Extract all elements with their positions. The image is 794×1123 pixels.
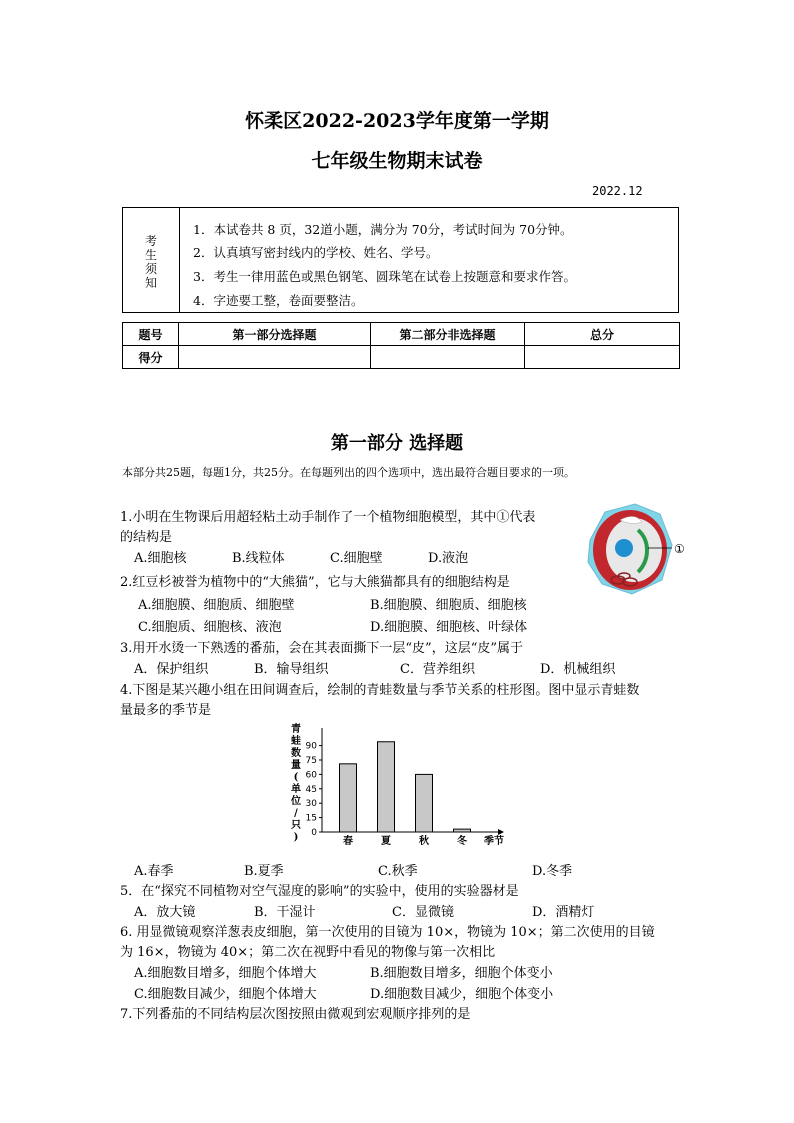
- plant-cell-model: [580, 500, 690, 600]
- exam-date: 2022.12: [592, 184, 643, 198]
- question-5-option-d[interactable]: D．酒精灯: [532, 905, 595, 920]
- question-5-stem: 5．在“探究不同植物对空气湿度的影响”的实验中，使用的实验器材是: [120, 884, 519, 899]
- bar-4: [454, 829, 471, 832]
- question-4-option-d[interactable]: D.冬季: [532, 864, 573, 879]
- question-6-option-a[interactable]: A.细胞数目增多，细胞个体增大: [134, 966, 317, 981]
- score-table-row: [123, 346, 680, 369]
- score-row-label: 得分: [123, 346, 179, 369]
- score-table-header: 第一部分选择题: [179, 323, 371, 346]
- notice-item: 1．本试卷共 8 页，32道小题，满分为 70分，考试时间为 70分钟。: [193, 222, 573, 237]
- x-tick-label: 夏: [381, 836, 391, 847]
- question-4-stem: 4.下图是某兴趣小组在田间调查后，绘制的青蛙数量与季节关系的柱形图。图中显示青蛙数: [120, 683, 640, 698]
- question-3-option-c[interactable]: C．营养组织: [400, 662, 475, 677]
- x-axis-arrow: [498, 829, 504, 835]
- y-tick-label: 30: [305, 799, 317, 810]
- question-2-option-b[interactable]: B.细胞膜、细胞质、细胞核: [370, 598, 527, 613]
- question-5-option-a[interactable]: A．放大镜: [134, 905, 196, 920]
- question-6-stem-cont: 为 16×，物镜为 40×；第二次在视野中看见的物像与第一次相比: [120, 945, 496, 960]
- cell-label-1: ①: [674, 542, 685, 556]
- notice-label-char: 生: [144, 248, 157, 262]
- question-1-option-a[interactable]: A.细胞核: [134, 551, 187, 566]
- frog-season-bar-chart: [280, 718, 510, 854]
- notice-item: 3．考生一律用蓝色或黑色钢笔、圆珠笔在试卷上按题意和要求作答。: [193, 269, 576, 284]
- notice-label-char: 须: [144, 262, 157, 276]
- x-tick-label: 秋: [419, 836, 429, 847]
- y-tick-label: 60: [305, 770, 317, 781]
- question-4-option-c[interactable]: C.秋季: [378, 864, 418, 879]
- score-table-header: 总分: [525, 323, 680, 346]
- question-4-option-b[interactable]: B.夏季: [244, 864, 284, 879]
- question-3-stem: 3.用开水烫一下熟透的番茄，会在其表面撕下一层“皮”，这层“皮”属于: [120, 641, 523, 656]
- notice-item: 4．字迹要工整，卷面要整洁。: [193, 293, 364, 308]
- question-6-option-d[interactable]: D.细胞数目减少，细胞个体变小: [370, 987, 554, 1002]
- question-1-option-c[interactable]: C.细胞壁: [330, 551, 383, 566]
- question-6-option-b[interactable]: B.细胞数目增多，细胞个体变小: [370, 966, 553, 981]
- question-1-option-b[interactable]: B.线粒体: [232, 551, 285, 566]
- bar-3: [416, 774, 433, 832]
- score-cell-part1[interactable]: [179, 346, 371, 369]
- x-axis-label: 季节: [484, 836, 504, 847]
- notice-box: [122, 207, 679, 313]
- question-7-stem: 7.下列番茄的不同结构层次图按照由微观到宏观顺序排列的是: [120, 1007, 471, 1022]
- question-2-option-c[interactable]: C.细胞质、细胞核、液泡: [138, 620, 282, 635]
- question-6-option-c[interactable]: C.细胞数目减少，细胞个体增大: [134, 987, 317, 1002]
- notice-label-char: 知: [144, 276, 157, 290]
- question-2-option-d[interactable]: D.细胞膜、细胞核、叶绿体: [370, 620, 528, 635]
- bar-1: [340, 764, 357, 832]
- question-3-option-a[interactable]: A．保护组织: [134, 662, 209, 677]
- question-1-stem: 1.小明在生物课后用超轻粘土动手制作了一个植物细胞模型，其中①代表: [120, 510, 536, 525]
- bar-2: [378, 742, 395, 832]
- score-cell-part2[interactable]: [371, 346, 525, 369]
- y-tick-label: 90: [305, 741, 317, 752]
- section-intro: 本部分共25题，每题1分，共25分。在每题列出的四个选项中，选出最符合题目要求的一项。: [122, 466, 575, 479]
- section-title: 第一部分 选择题: [330, 433, 464, 454]
- question-6-stem: 6. 用显微镜观察洋葱表皮细胞，第一次使用的目镜为 10×，物镜为 10×；第二次使用的目镜: [120, 925, 655, 940]
- question-3-option-d[interactable]: D．机械组织: [540, 662, 616, 677]
- notice-label: [123, 208, 180, 312]
- score-table-header-row: [123, 323, 680, 346]
- nucleus-shape: [615, 539, 633, 557]
- question-5-option-c[interactable]: C．显微镜: [392, 905, 454, 920]
- vacuole-shape: [606, 518, 662, 582]
- question-1-stem-cont: 的结构是: [120, 530, 173, 545]
- y-tick-label: 15: [305, 813, 317, 824]
- score-table: [122, 322, 680, 369]
- exam-title: 怀柔区2022-2023学年度第一学期: [245, 110, 549, 132]
- question-2-stem: 2.红豆杉被誉为植物中的“大熊猫”，它与大熊猫都具有的细胞结构是: [120, 575, 510, 590]
- score-table-header: 第二部分非选择题: [371, 323, 525, 346]
- y-axis-label: 青蛙数量(单位/只): [291, 724, 301, 843]
- question-4-stem-cont: 量最多的季节是: [120, 703, 212, 718]
- question-2-option-a[interactable]: A.细胞膜、细胞质、细胞壁: [138, 598, 295, 613]
- notice-item: 2．认真填写密封线内的学校、姓名、学号。: [193, 245, 439, 260]
- y-tick-label: 75: [305, 756, 317, 766]
- question-4-option-a[interactable]: A.春季: [134, 864, 174, 879]
- y-tick-label: 45: [305, 784, 317, 795]
- question-3-option-b[interactable]: B．输导组织: [254, 662, 329, 677]
- y-tick-label: 0: [311, 828, 317, 838]
- score-table-header: 题号: [123, 323, 179, 346]
- notice-label-char: 考: [144, 234, 157, 248]
- score-cell-total[interactable]: [525, 346, 680, 369]
- question-1-option-d[interactable]: D.液泡: [428, 551, 469, 566]
- x-tick-label: 冬: [457, 836, 467, 847]
- exam-subtitle: 七年级生物期末试卷: [311, 150, 483, 172]
- x-tick-label: 春: [343, 836, 353, 847]
- question-5-option-b[interactable]: B．干湿计: [254, 905, 316, 920]
